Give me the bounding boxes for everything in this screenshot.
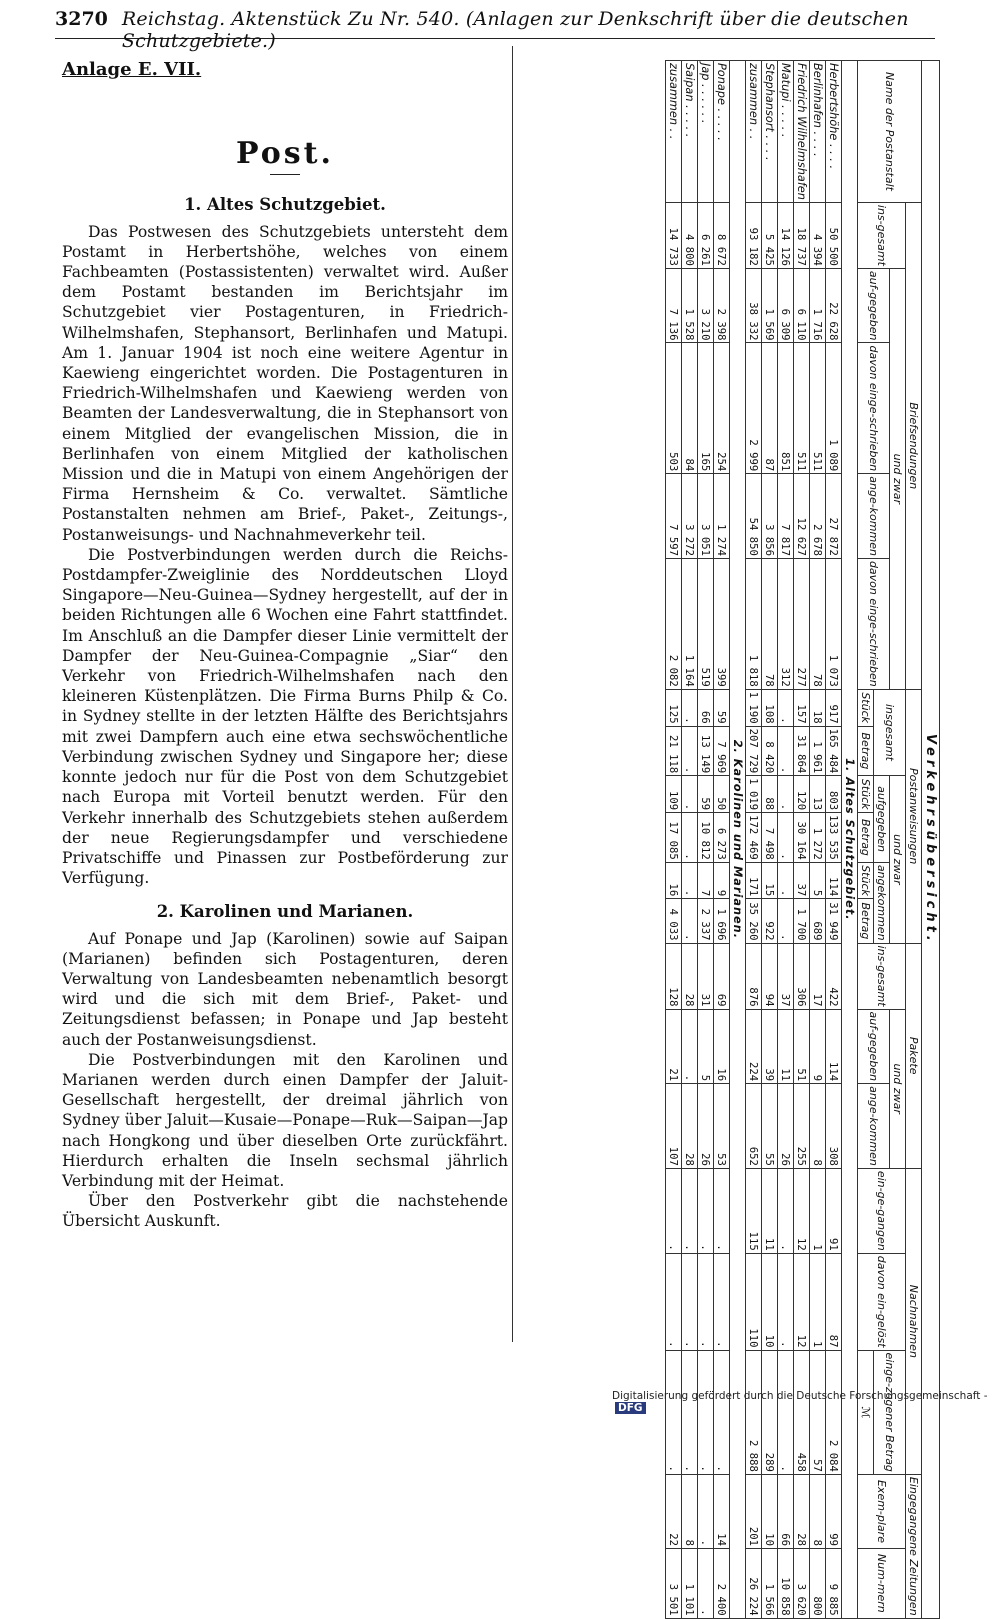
table-row [698, 61, 714, 1619]
table-cell: 7 969 [714, 726, 730, 776]
table-cell: 30 164 [794, 813, 810, 863]
table-cell: 1 274 [714, 474, 730, 559]
table-cell: 1 [810, 1168, 826, 1253]
table-cell: 12 [794, 1253, 810, 1350]
table-cell: 21 [666, 1009, 682, 1084]
table-cell: 91 [826, 1168, 842, 1253]
table-cell: . [778, 1168, 794, 1253]
table-cell: 88 [762, 776, 778, 813]
table-cell: 399 [714, 558, 730, 689]
table-cell: . [682, 1009, 698, 1084]
col-header: insgesamt [874, 689, 906, 776]
table-cell: 120 [794, 776, 810, 813]
table-cell: 93 182 [746, 202, 762, 268]
col-header: davon ein-gelöst [858, 1253, 906, 1350]
col-header: Betrag [858, 899, 874, 943]
col-header: Stück [858, 862, 874, 898]
table-cell: 3 272 [682, 474, 698, 559]
table-cell: 66 [778, 1474, 794, 1548]
table-cell: . [698, 1549, 714, 1619]
col-header: ange-kommen [858, 474, 890, 559]
table-cell: 14 [714, 1474, 730, 1548]
table-cell: 511 [794, 343, 810, 474]
table-cell: 172 469 [746, 813, 762, 863]
table-cell: 7 136 [666, 268, 682, 343]
table-cell: 50 500 [826, 202, 842, 268]
table-cell: 5 425 [762, 202, 778, 268]
table-row [778, 61, 794, 1619]
table-cell: 110 [746, 1253, 762, 1350]
table-cell: 9 [714, 862, 730, 898]
table-cell: 1 696 [714, 899, 730, 943]
table-cell: 11 [762, 1168, 778, 1253]
table-cell: 11 [778, 1009, 794, 1084]
table-cell: . [682, 776, 698, 813]
station-name: Jap . . . . . . [698, 61, 714, 203]
table-cell: . [666, 1253, 682, 1350]
table-cell: . [698, 1168, 714, 1253]
table-cell: 519 [698, 558, 714, 689]
table-cell: 7 498 [762, 813, 778, 863]
table-cell: . [778, 862, 794, 898]
col-header: Stück [858, 689, 874, 726]
table-cell: 2 082 [666, 558, 682, 689]
table-cell: 1 101 [682, 1549, 698, 1619]
station-name: Saipan . . . . . [682, 61, 698, 203]
table-cell: 54 850 [746, 474, 762, 559]
table-cell: 289 [762, 1350, 778, 1474]
table-cell: 13 [810, 776, 826, 813]
section-label: 1. Altes Schutzgebiet. [842, 61, 858, 1619]
table-cell: 107 [666, 1084, 682, 1169]
table-cell: 8 672 [714, 202, 730, 268]
table-cell: 5 [810, 862, 826, 898]
table-cell: 2 084 [826, 1350, 842, 1474]
table-cell: . [714, 1168, 730, 1253]
table-cell: . [778, 689, 794, 726]
table-cell: 109 [666, 776, 682, 813]
subsection-heading-2: 2. Karolinen und Marianen. [156, 902, 414, 922]
table-cell: 1 566 [762, 1549, 778, 1619]
table-cell: 10 [762, 1474, 778, 1548]
col-header-name: Name der Postanstalt [858, 61, 922, 203]
table-cell: 277 [794, 558, 810, 689]
col-header: einge-zogener Betrag [874, 1350, 906, 1474]
col-header: auf-gegeben [858, 268, 890, 343]
table-cell: 306 [794, 943, 810, 1009]
table-cell: 2 337 [698, 899, 714, 943]
dfg-logo: DFG [615, 1402, 646, 1414]
table-cell: . [666, 1168, 682, 1253]
table-cell: 22 [666, 1474, 682, 1548]
table-cell: 3 620 [794, 1549, 810, 1619]
col-header: ange-kommen [858, 1084, 890, 1169]
table-cell: 851 [778, 343, 794, 474]
table-cell: 1 089 [826, 343, 842, 474]
col-header: Exem-plare [858, 1474, 906, 1548]
table-cell: 57 [810, 1350, 826, 1474]
table-cell: 55 [762, 1084, 778, 1169]
table-cell: 689 [810, 899, 826, 943]
col-header: ins-gesamt [858, 943, 906, 1009]
table-cell: 37 [778, 943, 794, 1009]
table-row [810, 61, 826, 1619]
table-cell: 28 [794, 1474, 810, 1548]
table-cell: 1 073 [826, 558, 842, 689]
table-cell: 503 [666, 343, 682, 474]
table-cell: . [682, 689, 698, 726]
table-cell: 59 [714, 689, 730, 726]
table-cell: 31 [698, 943, 714, 1009]
group-header-briefe: Briefsendungen [906, 202, 922, 689]
table-cell: 1 190 [746, 689, 762, 726]
table-cell: 87 [826, 1253, 842, 1350]
paragraph: Das Postwesen des Schutzgebiets untersteht dem Postamt in Herbertshöhe, welches von einem Fachbeamten (Postassistenten) verwaltet wird. Außer dem Postamt bestanden im Berichtsjahr im Schutzgebiet vier Postagenturen, in Friedrich-Wilhelmshafen, Stephansort, Berlinhafen und Matupi. Am 1. Januar 1904 ist noch eine weitere Agentur in Kaewieng eingerichtet worden. Die Postagenturen in Friedrich-Wilhelmshafen und Kaewieng werden von Beamten der Landesverwaltung, die in Stephansort von einem Mitglied der evangelischen Mission, die in Berlinhafen von einem Mitglied der katholischen Mission und die in Matupi von einem Angehörigen der Firma Hernsheim & Co. verwaltet. Sämtliche Postanstalten nehmen am Brief-, Paket-, Zeitungs-, Postanweisungs- und Nachnahmeverkehr teil. [62, 222, 508, 544]
table-cell: 8 [682, 1474, 698, 1548]
station-name: zusammen . . [666, 61, 682, 203]
table-cell: 94 [762, 943, 778, 1009]
table-cell: . [714, 1253, 730, 1350]
table-cell: . [778, 726, 794, 776]
table-cell: 114 [826, 1009, 842, 1084]
table-cell: 38 332 [746, 268, 762, 343]
col-header: Num-mern [858, 1549, 906, 1619]
table-cell: 10 [762, 1253, 778, 1350]
table-cell: 27 872 [826, 474, 842, 559]
table-cell: 59 [698, 776, 714, 813]
col-header: ins-gesamt [858, 202, 906, 268]
station-name: Herbertshöhe . . . . [826, 61, 842, 203]
table-cell: 66 [698, 689, 714, 726]
table-cell: 2 678 [810, 474, 826, 559]
table-cell: . [682, 862, 698, 898]
table-cell: 165 484 [826, 726, 842, 776]
table-cell: 201 [746, 1474, 762, 1548]
table-cell: 1 019 [746, 776, 762, 813]
table-cell: 1 528 [682, 268, 698, 343]
station-name: Stephansort . . . . [762, 61, 778, 203]
table-cell: 3 501 [666, 1549, 682, 1619]
table-cell: 18 [810, 689, 826, 726]
table-cell: 133 535 [826, 813, 842, 863]
subsection-heading-1: 1. Altes Schutzgebiet. [184, 195, 386, 215]
table-cell: 4 800 [682, 202, 698, 268]
col-header: davon einge-schrieben [858, 343, 890, 474]
table-cell: 157 [794, 689, 810, 726]
table-cell: 26 [698, 1084, 714, 1169]
col-header: Betrag [858, 726, 874, 776]
station-name: Berlinhafen . . . . [810, 61, 826, 203]
table-cell: 18 737 [794, 202, 810, 268]
table-cell: 39 [762, 1009, 778, 1084]
text-column [62, 60, 508, 1232]
table-cell: 2 400 [714, 1549, 730, 1619]
col-header: und zwar [890, 776, 906, 943]
page-header [55, 8, 935, 52]
table-cell: 12 627 [794, 474, 810, 559]
station-name: Matupi . . . . . [778, 61, 794, 203]
paragraph: Über den Postverkehr gibt die nachstehende Übersicht Auskunft. [62, 1192, 508, 1231]
table-cell: . [778, 899, 794, 943]
table-cell: 6 273 [714, 813, 730, 863]
table-cell: 99 [826, 1474, 842, 1548]
col-header: angekommen [874, 862, 890, 943]
table-cell: 8 [810, 1084, 826, 1169]
table-cell: 78 [810, 558, 826, 689]
col-header: und zwar [890, 1009, 906, 1168]
table-cell: 128 [666, 943, 682, 1009]
table-row [714, 61, 730, 1619]
station-name: zusammen . . [746, 61, 762, 203]
station-name: Ponape . . . . . [714, 61, 730, 203]
table-cell: 26 [778, 1084, 794, 1169]
table-cell: 16 [666, 862, 682, 898]
table-cell: 84 [682, 343, 698, 474]
table-cell: 1 272 [810, 813, 826, 863]
paragraph: Auf Ponape und Jap (Karolinen) sowie auf Saipan (Marianen) befinden sich Postagenturen, deren Verwaltung von Landesbeamten nebenamtlich besorgt wird und die sich mit dem Brief-, Paket- und Zeitungsdienst befassen; in Ponape und Jap besteht auch der Postanweisungsdienst. [62, 929, 508, 1049]
table-cell: 7 817 [778, 474, 794, 559]
title-rule [270, 174, 300, 175]
group-header-zeitungen: Eingegangene Zeitungen [906, 1474, 922, 1618]
table-cell: 2 999 [746, 343, 762, 474]
table-cell: . [714, 1350, 730, 1474]
table-cell: 1 [810, 1253, 826, 1350]
page-number: 3270 [55, 8, 108, 30]
table-cell: . [682, 813, 698, 863]
table-cell: 255 [794, 1084, 810, 1169]
table-cell: 165 [698, 343, 714, 474]
table-cell: 12 [794, 1168, 810, 1253]
table-cell: . [682, 1168, 698, 1253]
table-cell: 9 [810, 1009, 826, 1084]
table-cell: 10 858 [778, 1549, 794, 1619]
table-cell: . [778, 776, 794, 813]
table-cell: 3 210 [698, 268, 714, 343]
table-row [794, 61, 810, 1619]
table-cell: 308 [826, 1084, 842, 1169]
table-cell: 6 261 [698, 202, 714, 268]
table-cell: 4 033 [666, 899, 682, 943]
table-cell: 50 [714, 776, 730, 813]
table-cell: 35 260 [746, 899, 762, 943]
table-cell: . [778, 1350, 794, 1474]
table-cell: 254 [714, 343, 730, 474]
table-cell: 511 [810, 343, 826, 474]
table-cell: 16 [714, 1009, 730, 1084]
col-header: Stück [858, 776, 874, 813]
col-header: aufgegeben [874, 776, 890, 863]
table-cell: 17 [810, 943, 826, 1009]
table-cell: 422 [826, 943, 842, 1009]
table-cell: 21 118 [666, 726, 682, 776]
table-cell: . [698, 1474, 714, 1548]
footer-text: Digitalisierung gefördert durch die Deutsche Forschungsgemeinschaft - [612, 1390, 988, 1402]
table-cell: 22 628 [826, 268, 842, 343]
table-cell: 1 164 [682, 558, 698, 689]
table-cell: 14 733 [666, 202, 682, 268]
table-cell: 3 051 [698, 474, 714, 559]
table-cell: 28 [682, 1084, 698, 1169]
footer-credit [612, 1390, 1000, 1414]
table-cell: 26 224 [746, 1549, 762, 1619]
table-cell: 5 [698, 1009, 714, 1084]
table-cell: 8 420 [762, 726, 778, 776]
group-header-postanweisungen: Postanweisungen [906, 689, 922, 943]
paragraph: Die Postverbindungen werden durch die Reichs-Postdampfer-Zweiglinie des Norddeutschen Lloyd Singapore—Neu-Guinea—Sydney hergestellt, auf der in beiden Richtungen alle 6 Wochen eine Fahrt stattfindet. Im Anschluß an die Dampfer dieser Linie vermittelt der Dampfer der Neu-Guinea-Compagnie „Siar“ den Verkehr von Friedrich-Wilhelmshafen nach den kleineren Küstenplätzen. Die Firma Burns Philp & Co. in Sydney stellte in der letzten Hälfte des Berichtsjahrs mit zwei Dampfern auch eine etwa sechswöchentliche Verbindung zwischen Sydney und Singapore her; diese konnte jedoch nur für die Post von dem Schutzgebiet nach Europa mit Vorteil benutzt werden. Für den Verkehr innerhalb des Schutzgebiets stehen außerdem der neue Regierungsdampfer und verschiedene Privatschiffe und Pinassen zur Postbeförderung zur Verfügung. [62, 545, 508, 888]
table-cell: . [778, 1253, 794, 1350]
table-cell: . [682, 1253, 698, 1350]
table-cell: . [778, 813, 794, 863]
table-cell: 876 [746, 943, 762, 1009]
table-cell: 803 [826, 776, 842, 813]
table-cell: 114 [826, 862, 842, 898]
table-total-row [746, 61, 762, 1619]
table-cell: 10 812 [698, 813, 714, 863]
table-cell: 87 [762, 343, 778, 474]
table-cell: 458 [794, 1350, 810, 1474]
traffic-table [665, 60, 940, 1619]
table-row [826, 61, 842, 1619]
table-row [762, 61, 778, 1619]
table-cell: . [666, 1350, 682, 1474]
table-cell: 78 [762, 558, 778, 689]
table-cell: . [682, 1350, 698, 1474]
table-cell: 922 [762, 899, 778, 943]
table-cell: . [682, 899, 698, 943]
table-cell: . [682, 726, 698, 776]
table-cell: 6 110 [794, 268, 810, 343]
table-cell: 37 [794, 862, 810, 898]
col-header: Betrag [858, 813, 874, 863]
col-header: ℳ [858, 1350, 874, 1474]
table-cell: 312 [778, 558, 794, 689]
table-cell: 115 [746, 1168, 762, 1253]
table-cell: 2 398 [714, 268, 730, 343]
table-cell: 108 [762, 689, 778, 726]
section-title: Post. [236, 136, 334, 172]
table-total-row [666, 61, 682, 1619]
table-cell: 9 885 [826, 1549, 842, 1619]
table-cell: 224 [746, 1009, 762, 1084]
table-cell: 15 [762, 862, 778, 898]
annex-label: Anlage E. VII. [62, 59, 202, 80]
table-cell: 14 126 [778, 202, 794, 268]
table-cell: 1 700 [794, 899, 810, 943]
group-header-pakete: Pakete [906, 943, 922, 1168]
table-cell: 125 [666, 689, 682, 726]
table-cell: 7 597 [666, 474, 682, 559]
table-cell: 31 864 [794, 726, 810, 776]
table-cell: 1 569 [762, 268, 778, 343]
table-cell: 3 856 [762, 474, 778, 559]
column-divider [512, 46, 513, 1342]
table-cell: 53 [714, 1084, 730, 1169]
table-cell: 7 [698, 862, 714, 898]
table-cell: 4 394 [810, 202, 826, 268]
running-title: Reichstag. Aktenstück Zu Nr. 540. (Anlagen zur Denkschrift über die deutschen Schutzgebiete.) [121, 8, 909, 52]
col-header: auf-gegeben [858, 1009, 890, 1084]
table-cell: 28 [682, 943, 698, 1009]
table-cell: 917 [826, 689, 842, 726]
col-header: davon einge-schrieben [858, 558, 890, 689]
table-cell: . [698, 1350, 714, 1474]
table-cell: 6 309 [778, 268, 794, 343]
paragraph: Die Postverbindungen mit den Karolinen und Marianen werden durch einen Dampfer der Jaluit-Gesellschaft hergestellt, der dreimal jährlich von Sydney über Jaluit—Kusaie—Ponape—Ruk—Saipan—Jap nach Hongkong und über dieselben Orte zurückfährt. Hierdurch erhalten die Inseln sechsmal jährlich Verbindung mit der Heimat. [62, 1050, 508, 1190]
table-cell: 51 [794, 1009, 810, 1084]
table-cell: 31 949 [826, 899, 842, 943]
table-cell: 17 085 [666, 813, 682, 863]
table-cell: . [698, 1253, 714, 1350]
table-row [682, 61, 698, 1619]
section-label: 2. Karolinen und Marianen. [730, 61, 746, 1619]
table-cell: 800 [810, 1549, 826, 1619]
col-header: ein-ge-gangen [858, 1168, 906, 1253]
table-cell: 207 729 [746, 726, 762, 776]
table-title: Verkehrsübersicht. [922, 61, 940, 1619]
station-name: Friedrich Wilhelmshafen [794, 61, 810, 203]
col-header: und zwar [890, 268, 906, 689]
table-cell: 2 888 [746, 1350, 762, 1474]
group-header-nachnahmen: Nachnahmen [906, 1168, 922, 1474]
table-cell: 69 [714, 943, 730, 1009]
table-cell: 1 716 [810, 268, 826, 343]
table-cell: 171 [746, 862, 762, 898]
table-cell: 13 149 [698, 726, 714, 776]
table-cell: 1 961 [810, 726, 826, 776]
table-cell: 652 [746, 1084, 762, 1169]
table-cell: 1 818 [746, 558, 762, 689]
table-cell: 8 [810, 1474, 826, 1548]
